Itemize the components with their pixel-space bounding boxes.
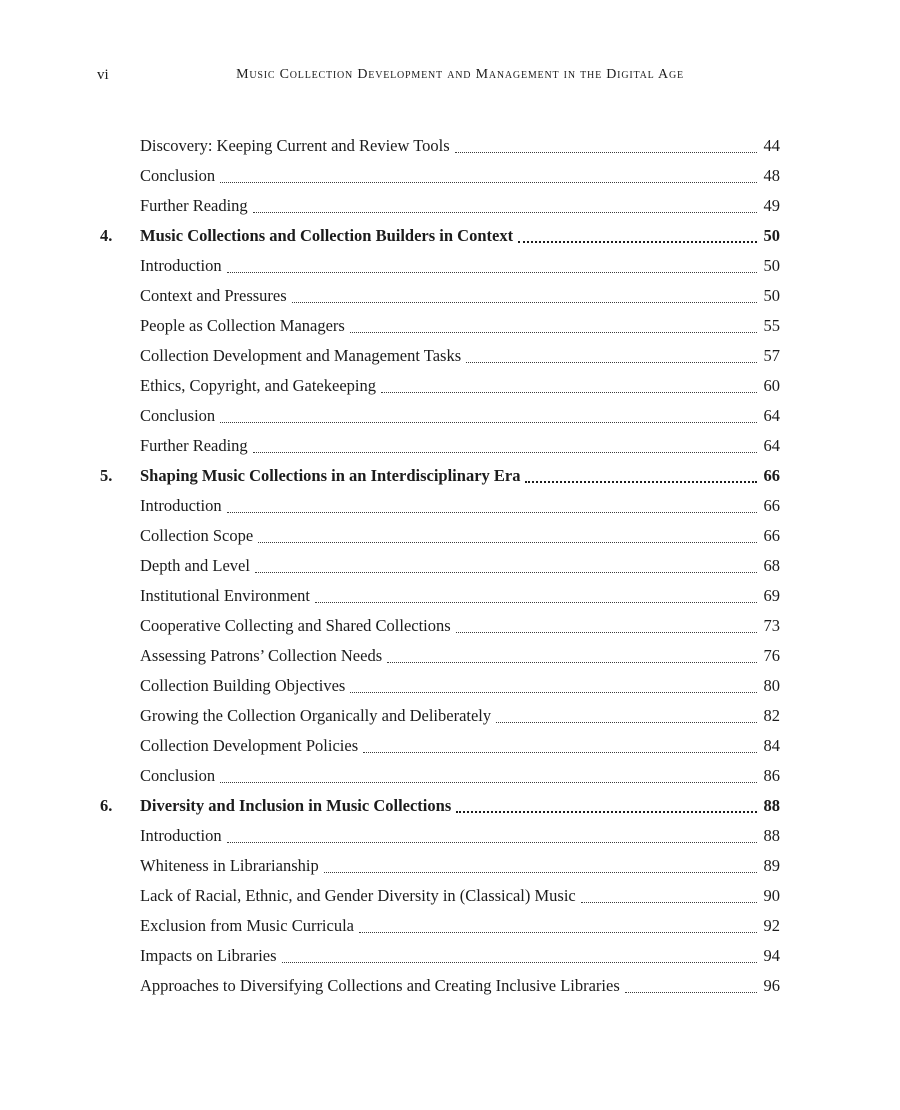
toc-entry-page-number: 50 [763,286,780,305]
toc-entry-number [100,941,140,971]
toc-leader-dots [282,941,757,963]
toc-entry-title: Introduction [140,826,222,845]
toc-entry-number [100,191,140,221]
toc-entry-title: Ethics, Copyright, and Gatekeeping [140,376,376,395]
toc-leader-dots [466,341,756,363]
toc-leader-dots [258,521,756,543]
toc-entry [100,551,780,581]
toc-entry-title: Diversity and Inclusion in Music Collections [140,796,452,815]
toc-entry-page-number: 84 [763,736,780,755]
toc-entry-page-number: 92 [763,916,780,935]
toc-entry-page-number: 66 [763,526,780,545]
toc-entry-number [100,551,140,581]
toc-entry-number: 4. [100,226,113,245]
toc-entry-title: Collection Development and Management Tasks [140,346,462,365]
toc-entry-number [100,521,140,551]
toc-entry [100,191,780,221]
toc-entry-page-number: 44 [763,136,780,155]
toc-entry-page-number: 73 [763,616,780,635]
toc-entry-title: Exclusion from Music Curricula [140,916,355,935]
toc-entry-page-number: 48 [763,166,780,185]
toc-entry-number [100,911,140,941]
toc-entry-page-number: 89 [763,856,780,875]
toc-entry [100,581,780,611]
toc-entry-page-number: 86 [763,766,780,785]
toc-entry-title: Further Reading [140,436,248,455]
page-header [0,64,900,86]
toc-entry-title: Approaches to Diversifying Collections and Creating Inclusive Libraries [140,976,620,995]
toc-entry [100,521,780,551]
toc-entry-page-number: 50 [763,226,780,245]
toc-leader-dots [455,131,757,153]
toc-entry-title: Conclusion [140,166,216,185]
toc-entry-page-number: 69 [763,586,780,605]
toc-entry-page-number: 80 [763,676,780,695]
toc-entry-title: Impacts on Libraries [140,946,277,965]
toc-entry-page-number: 90 [763,886,780,905]
toc-entry [100,971,780,1001]
toc-entry [100,731,780,761]
toc-entry-number [100,401,140,431]
toc-leader-dots [292,281,757,303]
toc-entry [100,941,780,971]
toc-entry-title: Shaping Music Collections in an Interdisciplinary Era [140,466,521,485]
toc-entry [100,221,780,251]
toc-entry [100,371,780,401]
toc-entry-number [100,731,140,761]
toc-entry-page-number: 64 [763,406,780,425]
toc-leader-dots [625,971,757,993]
toc-entry-title: Introduction [140,496,222,515]
toc-entry [100,461,780,491]
toc-entry-title: Collection Scope [140,526,254,545]
toc-entry-page-number: 50 [763,256,780,275]
running-title: Music Collection Development and Management in the Digital Age [236,67,684,82]
toc-leader-dots [350,671,756,693]
toc-entry-page-number: 66 [763,496,780,515]
toc-entry-page-number: 57 [763,346,780,365]
toc-entry-title: Context and Pressures [140,286,287,305]
toc-leader-dots [387,641,756,663]
toc-leader-dots [324,851,757,873]
toc-entry-title: Introduction [140,256,222,275]
toc-entry [100,761,780,791]
toc-entry [100,491,780,521]
toc-list [100,131,780,1001]
toc-leader-dots [581,881,757,903]
toc-entry-number [100,641,140,671]
toc-entry-number: 6. [100,796,113,815]
toc-entry [100,251,780,281]
toc-entry [100,701,780,731]
toc-entry-title: Cooperative Collecting and Shared Collections [140,616,451,635]
toc-leader-dots [315,581,756,603]
toc-entry [100,911,780,941]
toc-entry-title: Collection Building Objectives [140,676,346,695]
toc-entry-number [100,671,140,701]
toc-leader-dots [227,821,757,843]
toc-entry-page-number: 88 [763,796,780,815]
toc-entry-number [100,491,140,521]
folio-page-number: vi [97,67,109,83]
toc-entry [100,281,780,311]
toc-leader-dots [381,371,757,393]
toc-leader-dots [496,701,756,723]
toc-entry-title: Institutional Environment [140,586,311,605]
toc-leader-dots [220,401,756,423]
toc-leader-dots [227,251,757,273]
toc-entry [100,671,780,701]
toc-entry-title: Conclusion [140,406,216,425]
toc-entry-title: Whiteness in Librarianship [140,856,319,875]
toc-entry-number [100,611,140,641]
toc-entry-number [100,971,140,1001]
toc-entry-number [100,131,140,161]
toc-entry-number [100,341,140,371]
toc-entry-page-number: 55 [763,316,780,335]
toc-leader-dots [255,551,757,573]
toc-leader-dots [253,431,757,453]
toc-entry-number [100,161,140,191]
toc-entry-page-number: 96 [763,976,780,995]
toc-leader-dots [220,761,756,783]
toc-entry [100,641,780,671]
toc-entry [100,851,780,881]
toc-entry-page-number: 82 [763,706,780,725]
toc-entry [100,401,780,431]
toc-entry-title: Collection Development Policies [140,736,359,755]
toc-entry-page-number: 68 [763,556,780,575]
toc-entry-number [100,431,140,461]
toc-leader-dots [253,191,757,213]
toc-leader-dots [456,611,757,633]
toc-entry-number: 5. [100,466,113,485]
toc-entry-number [100,311,140,341]
toc-entry-title: Conclusion [140,766,216,785]
toc-leader-dots [363,731,756,753]
toc-entry-page-number: 60 [763,376,780,395]
toc-entry-page-number: 76 [763,646,780,665]
toc-entry-number [100,701,140,731]
toc-entry-title: Assessing Patrons’ Collection Needs [140,646,383,665]
toc-entry-title: Music Collections and Collection Builders in Context [140,226,514,245]
toc-leader-dots [525,461,756,483]
toc-entry-page-number: 94 [763,946,780,965]
toc-entry-number [100,371,140,401]
toc-entry [100,431,780,461]
toc-leader-dots [220,161,756,183]
toc-entry-number [100,821,140,851]
toc-entry-page-number: 64 [763,436,780,455]
toc-entry-number [100,281,140,311]
toc-entry [100,311,780,341]
toc-entry-page-number: 49 [763,196,780,215]
toc-entry-number [100,881,140,911]
toc-entry-page-number: 66 [763,466,780,485]
toc-entry-title: Lack of Racial, Ethnic, and Gender Diversity in (Classical) Music [140,886,576,905]
toc-entry-number [100,851,140,881]
toc-entry [100,821,780,851]
toc-entry [100,161,780,191]
toc-entry-title: People as Collection Managers [140,316,345,335]
toc-entry [100,881,780,911]
toc-entry-title: Further Reading [140,196,248,215]
toc-leader-dots [518,221,756,243]
toc-entry [100,131,780,161]
toc-leader-dots [227,491,757,513]
toc-entry [100,611,780,641]
toc-entry-number [100,581,140,611]
toc-entry-title: Discovery: Keeping Current and Review Tools [140,136,450,155]
toc-entry-page-number: 88 [763,826,780,845]
toc-entry [100,791,780,821]
toc-entry-number [100,761,140,791]
toc-leader-dots [350,311,757,333]
toc-entry-title: Growing the Collection Organically and Deliberately [140,706,492,725]
toc-entry [100,341,780,371]
toc-leader-dots [456,791,756,813]
toc-leader-dots [359,911,756,933]
toc-entry-title: Depth and Level [140,556,250,575]
toc-entry-number [100,251,140,281]
